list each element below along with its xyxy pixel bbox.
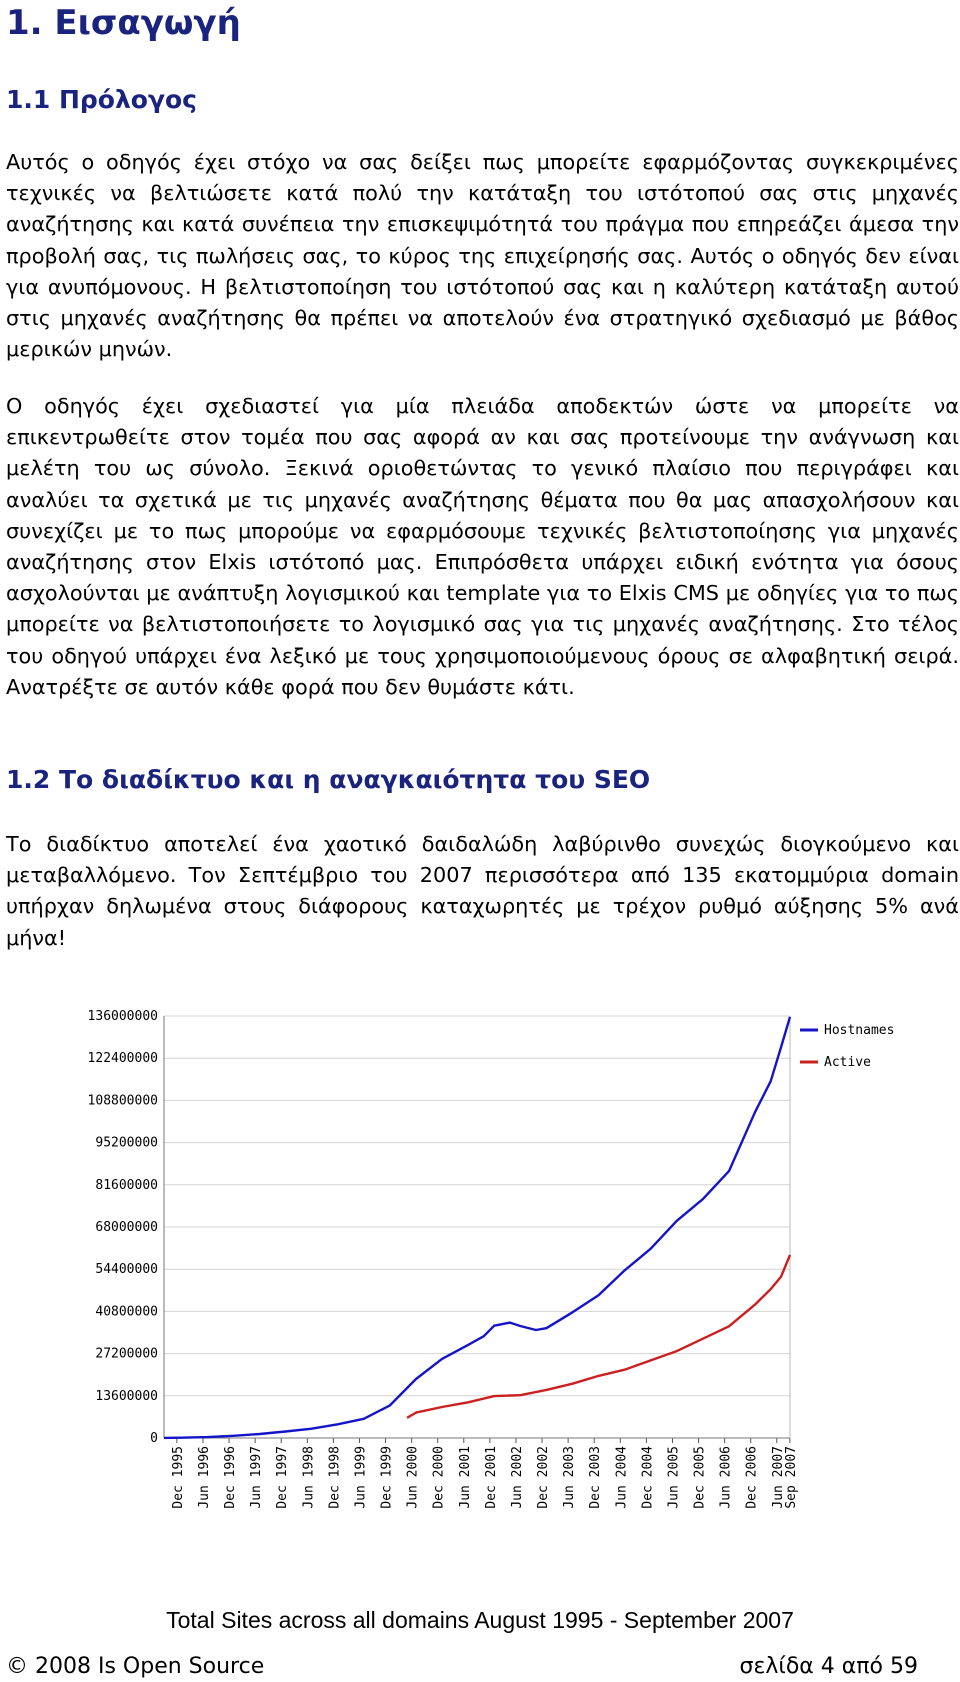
x-tick-label: Jun 2005: [666, 1446, 682, 1509]
footer-page-number: σελίδα 4 από 59: [739, 1654, 918, 1679]
y-tick-label: 122400000: [87, 1051, 158, 1067]
x-tick-label: Sep 2007: [783, 1446, 799, 1509]
x-tick-label: Jun 2004: [614, 1446, 630, 1509]
x-tick-label: Jun 1999: [353, 1446, 369, 1509]
footer-copyright: © 2008 Is Open Source: [6, 1654, 265, 1679]
chart-svg: [0, 1008, 960, 1568]
x-tick-label: Jun 2002: [509, 1446, 525, 1509]
y-tick-label: 13600000: [95, 1388, 158, 1404]
x-tick-label: Dec 2004: [640, 1446, 656, 1509]
figure-caption: Total Sites across all domains August 1995 - September 2007: [166, 1607, 794, 1633]
y-tick-label: 81600000: [95, 1177, 158, 1193]
x-tick-label: Jun 1996: [196, 1446, 212, 1509]
x-tick-label: Dec 2005: [692, 1446, 708, 1509]
prologue-heading: 1.1 Πρόλογος: [6, 85, 198, 114]
y-tick-label: 27200000: [95, 1346, 158, 1362]
x-tick-label: Dec 2003: [588, 1446, 604, 1509]
x-tick-label: Dec 2001: [483, 1446, 499, 1509]
prologue-paragraph-1: Αυτός ο οδηγός έχει στόχο να σας δείξει πως μπορείτε εφαρμόζοντας συγκεκριμένες τεχνικές να βελτιώσετε κατά πολύ την κατάταξη του ιστότοπού σας στις μηχανές αναζήτησης και κατά συνέπεια την επισκεψιμότητά του πράγμα που επηρεάζει άμεσα την προβολή σας, τις πωλήσεις σας, το κύρος της επιχείρησής σας. Αυτός ο οδηγός δεν είναι για ανυπόμονους. Η βελτιστοποίηση του ιστότοπού σας και η καλύτερη κατάταξη αυτού στις μηχανές αναζήτησης θα πρέπει να αποτελούν ένα στρατηγικό σχεδιασμό με βάθος μερικών μηνών.: [6, 150, 959, 362]
x-tick-label: Dec 1998: [327, 1446, 343, 1509]
y-tick-label: 95200000: [95, 1135, 158, 1151]
prologue-paragraph-2: Ο οδηγός έχει σχεδιαστεί για μία πλειάδα αποδεκτών ώστε να μπορείτε να επικεντρωθείτε στον τομέα που σας αφορά αν και σας προτείνουμε την ανάγνωση και μελέτη του ως σύνολο. Ξεκινά οριοθετώντας το γενικό πλαίσιο που περιγράφει και αναλύει τα σχετικά με τις μηχανές αναζήτησης θέματα που θα μας απασχολήσουν και συνεχίζει με το πως μπορούμε να εφαρμόσουμε τεχνικές βελτιστοποίησης για μηχανές αναζήτησης στον Elxis ιστότοπό μας. Επιπρόσθετα υπάρχει ειδική ενότητα για όσους ασχολούνται με ανάπτυξη λογισμικού και template για το Elxis CMS με οδηγίες για το πως μπορείτε να βελτιστοποιήσετε το λογισμικό σας για τις μηχανές αναζήτησης. Στο τέλος του οδηγού υπάρχει ένα λεξικό με τους χρησιμοποιούμενους όρους σε αλφαβητική σειρά. Ανατρέξτε σε αυτόν κάθε φορά που δεν θυμάστε κάτι.: [6, 394, 959, 699]
x-tick-label: Dec 1999: [379, 1446, 395, 1509]
x-tick-label: Jun 1998: [301, 1446, 317, 1509]
y-tick-label: 40800000: [95, 1304, 158, 1320]
x-tick-label: Jun 2001: [457, 1446, 473, 1509]
x-tick-label: Dec 2000: [431, 1446, 447, 1509]
x-tick-label: Jun 2000: [405, 1446, 421, 1509]
y-tick-label: 68000000: [95, 1220, 158, 1235]
x-tick-label: Dec 1997: [275, 1446, 291, 1509]
y-tick-label: 0: [150, 1431, 158, 1446]
y-tick-label: 108800000: [87, 1093, 158, 1109]
domains-growth-chart: [0, 1008, 960, 1568]
x-tick-label: Dec 1995: [170, 1446, 186, 1509]
section-title: 1. Εισαγωγή: [6, 3, 241, 43]
x-tick-label: Jun 2006: [718, 1446, 734, 1509]
x-tick-label: Jun 2003: [562, 1446, 578, 1509]
x-tick-label: Jun 2007: [770, 1446, 786, 1509]
internet-paragraph-1: Το διαδίκτυο αποτελεί ένα χαοτικό δαιδαλώδη λαβύρινθο συνεχώς διογκούμενο και μεταβαλλόμενο. Τον Σεπτέμβριο του 2007 περισσότερα από 135 εκατομμύρια domain υπήρχαν δηλωμένα στους διάφορους καταχωρητές με τρέχον ρυθμό αύξησης 5% ανά μήνα!: [6, 832, 959, 950]
internet-heading: 1.2 Το διαδίκτυο και η αναγκαιότητα του SEO: [6, 765, 651, 794]
legend-label-hostnames: Hostnames: [824, 1023, 895, 1038]
x-tick-label: Dec 2006: [744, 1446, 760, 1509]
x-tick-label: Jun 1997: [249, 1446, 265, 1509]
x-tick-label: Dec 1996: [223, 1446, 239, 1509]
y-tick-label: 54400000: [95, 1262, 158, 1278]
y-tick-label: 136000000: [87, 1009, 158, 1024]
x-tick-label: Dec 2002: [536, 1446, 552, 1509]
legend-label-active: Active: [824, 1055, 871, 1070]
